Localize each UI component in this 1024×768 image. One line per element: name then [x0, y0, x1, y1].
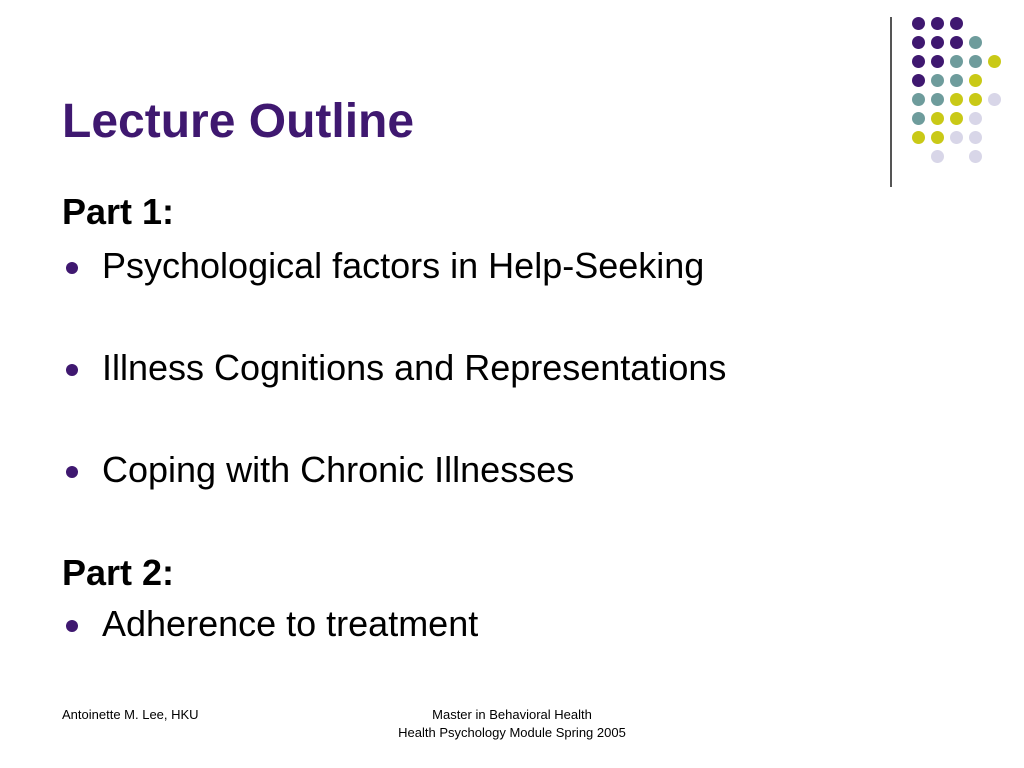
decorative-dot: [931, 36, 944, 49]
decorative-dot: [950, 93, 963, 106]
section-heading-part-1: Part 1:: [62, 191, 175, 232]
decorative-dot: [969, 131, 982, 144]
decorative-dot: [931, 17, 944, 30]
bullet-text: Adherence to treatment: [102, 603, 479, 644]
bullet-text: Psychological factors in Help-Seeking: [102, 245, 705, 286]
bullet-dot-icon: [66, 262, 78, 274]
decorative-dot: [969, 150, 982, 163]
decorative-dot: [969, 93, 982, 106]
bullet-dot-icon: [66, 466, 78, 478]
decorative-dot: [950, 36, 963, 49]
decorative-dot: [969, 36, 982, 49]
decorative-dot: [931, 150, 944, 163]
decorative-dot: [988, 93, 1001, 106]
decorative-dot: [931, 93, 944, 106]
decorative-dot: [988, 55, 1001, 68]
decorative-dot: [912, 36, 925, 49]
bullet-text: Coping with Chronic Illnesses: [102, 449, 575, 490]
decorative-dot: [969, 55, 982, 68]
bullet-dot-icon: [66, 620, 78, 632]
decorative-dot: [912, 131, 925, 144]
decorative-dot: [950, 74, 963, 87]
bullet-text: Illness Cognitions and Representations: [102, 347, 727, 388]
footer-course-line-2: Health Psychology Module Spring 2005: [398, 725, 626, 740]
footer-course-line-1: Master in Behavioral Health: [432, 707, 592, 722]
footer-author: Antoinette M. Lee, HKU: [62, 707, 199, 722]
decorative-dot: [950, 131, 963, 144]
decorative-dot: [931, 55, 944, 68]
slide-title: Lecture Outline: [62, 95, 415, 148]
decorative-dot: [931, 131, 944, 144]
decorative-divider-line: [890, 17, 892, 187]
decorative-dot: [931, 74, 944, 87]
decorative-dot: [950, 112, 963, 125]
section-heading-part-2: Part 2:: [62, 552, 175, 593]
decorative-dot: [969, 112, 982, 125]
decorative-dot: [912, 17, 925, 30]
decorative-dot: [931, 112, 944, 125]
footer-course-info: [360, 706, 664, 742]
decorative-dot: [950, 55, 963, 68]
decorative-dot: [950, 17, 963, 30]
decorative-dot: [912, 93, 925, 106]
decorative-dot: [912, 112, 925, 125]
decorative-dot: [912, 74, 925, 87]
decorative-dot: [912, 55, 925, 68]
decorative-dot: [969, 74, 982, 87]
bullet-dot-icon: [66, 364, 78, 376]
